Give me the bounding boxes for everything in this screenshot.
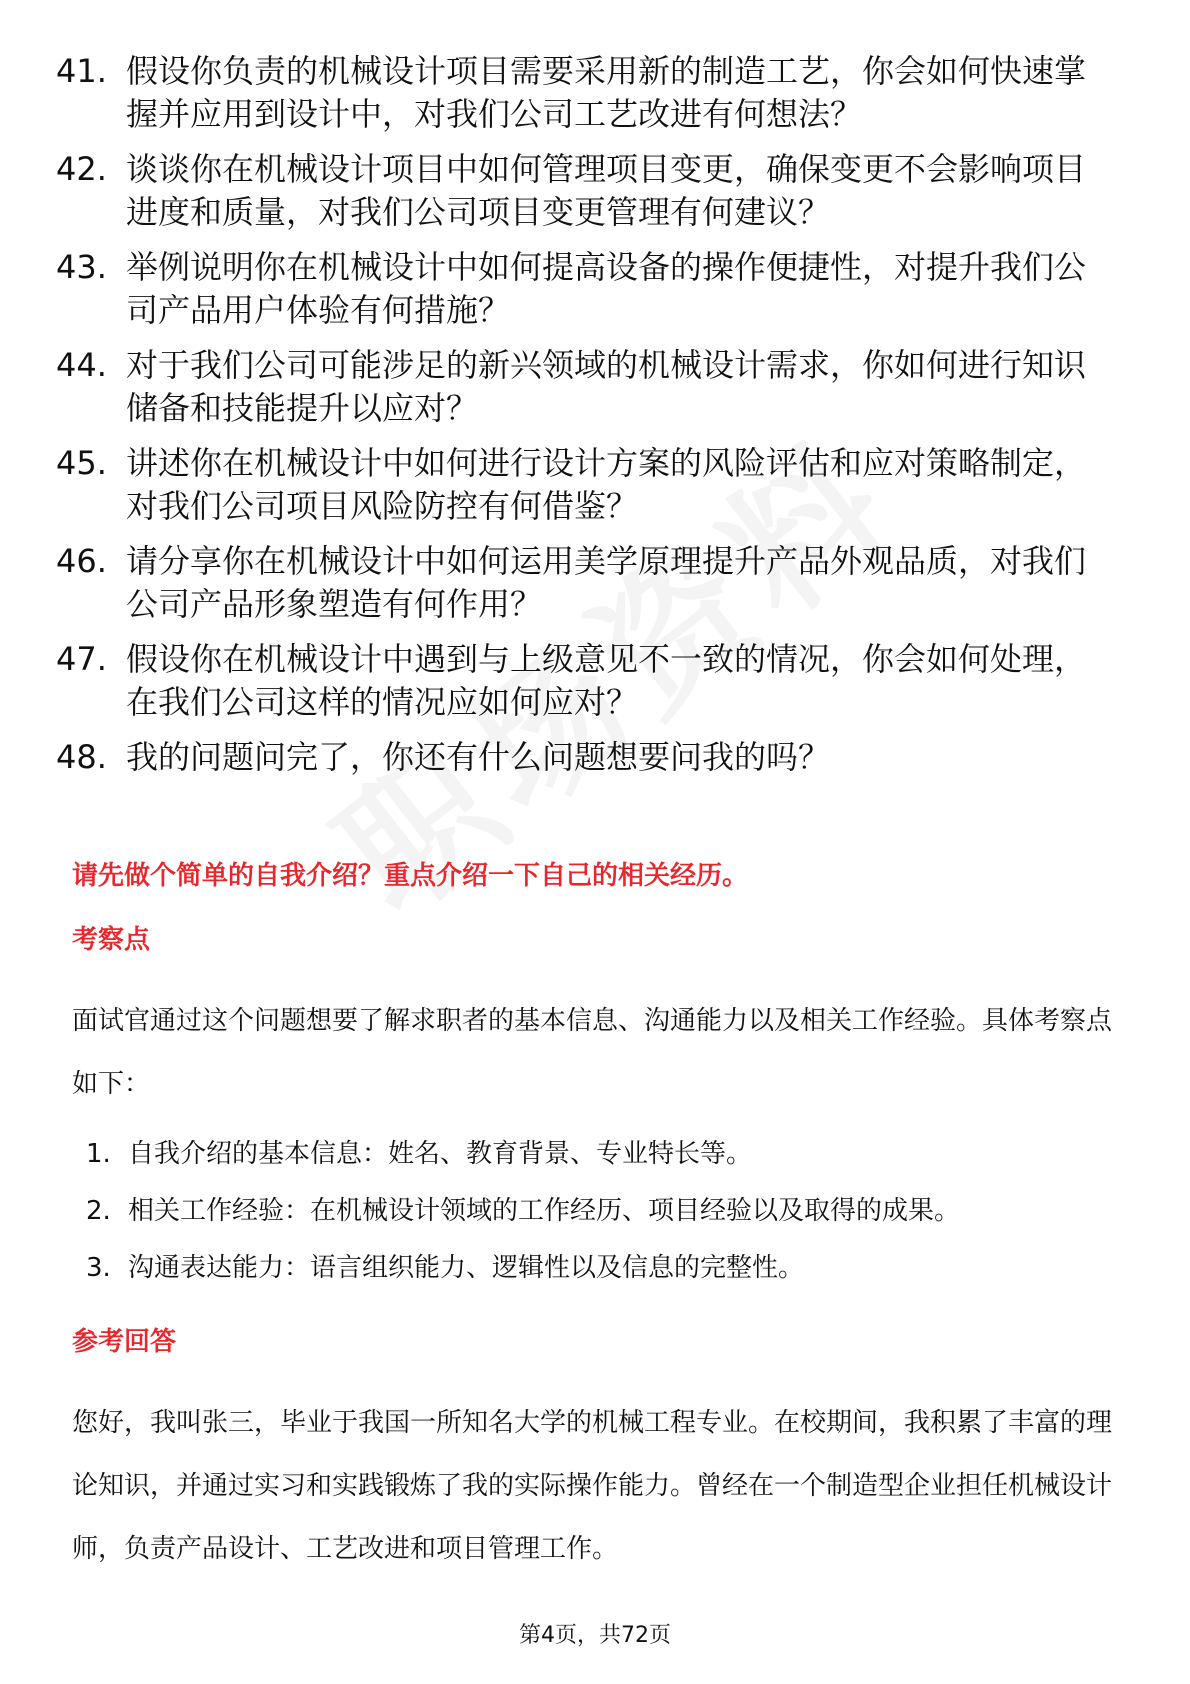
- question-number: 44.: [56, 346, 107, 384]
- point-text: 自我介绍的基本信息：姓名、教育背景、专业特长等。: [128, 1139, 753, 1169]
- heading-reference-answer: 参考回答: [72, 1327, 177, 1357]
- list-item: [56, 50, 1116, 136]
- question-text: 讲述你在机械设计中如何进行设计方案的风险评估和应对策略制定，对我们公司项目风险防控有何借鉴？: [126, 444, 1087, 525]
- list-item: [56, 344, 1116, 430]
- question-number: 41.: [56, 52, 107, 90]
- question-list: [56, 50, 1116, 791]
- section-question: 请先做个简单的自我介绍？重点介绍一下自己的相关经历。: [72, 861, 749, 891]
- question-number: 48.: [56, 738, 107, 776]
- list-item: [56, 442, 1116, 528]
- question-text: 对于我们公司可能涉足的新兴领域的机械设计需求，你如何进行知识储备和技能提升以应对？: [126, 346, 1087, 427]
- list-item: [86, 1191, 1116, 1231]
- page-number: 第4页，共72页: [519, 1623, 671, 1648]
- question-text: 我的问题问完了，你还有什么问题想要问我的吗？: [126, 738, 831, 776]
- question-text: 假设你在机械设计中遇到与上级意见不一致的情况，你会如何处理，在我们公司这样的情况应如何应对？: [126, 640, 1087, 721]
- point-number: 1.: [86, 1139, 111, 1169]
- point-number: 2.: [86, 1196, 111, 1226]
- list-item: [56, 540, 1116, 626]
- point-text: 沟通表达能力：语言组织能力、逻辑性以及信息的完整性。: [128, 1253, 805, 1283]
- question-text: 谈谈你在机械设计项目中如何管理项目变更，确保变更不会影响项目进度和质量，对我们公司项目变更管理有何建议？: [126, 150, 1087, 231]
- list-item: [56, 246, 1116, 332]
- list-item: [86, 1248, 1116, 1288]
- question-text: 举例说明你在机械设计中如何提高设备的操作便捷性，对提升我们公司产品用户体验有何措施？: [126, 248, 1087, 329]
- exam-point-list: [86, 1134, 1116, 1305]
- point-number: 3.: [86, 1253, 111, 1283]
- question-number: 43.: [56, 248, 107, 286]
- list-item: [56, 638, 1116, 724]
- list-item: [56, 736, 1116, 779]
- question-text: 请分享你在机械设计中如何运用美学原理提升产品外观品质，对我们公司产品形象塑造有何作用？: [126, 542, 1087, 623]
- point-text: 相关工作经验：在机械设计领域的工作经历、项目经验以及取得的成果。: [128, 1196, 961, 1226]
- question-number: 45.: [56, 444, 107, 482]
- question-text: 假设你负责的机械设计项目需要采用新的制造工艺，你会如何快速掌握并应用到设计中，对我们公司工艺改进有何想法？: [126, 52, 1087, 133]
- heading-exam-points: 考察点: [72, 925, 151, 955]
- answer-paragraph: 您好，我叫张三，毕业于我国一所知名大学的机械工程专业。在校期间，我积累了丰富的理论知识，并通过实习和实践锻炼了我的实际操作能力。曾经在一个制造型企业担任机械设计师，负责产品设计、工艺改进和项目管理工作。: [72, 1408, 1113, 1564]
- question-number: 47.: [56, 640, 107, 678]
- question-number: 46.: [56, 542, 107, 580]
- intro-paragraph: 面试官通过这个问题想要了解求职者的基本信息、沟通能力以及相关工作经验。具体考察点如下：: [72, 1006, 1113, 1099]
- list-item: [56, 148, 1116, 234]
- list-item: [86, 1134, 1116, 1174]
- question-number: 42.: [56, 150, 107, 188]
